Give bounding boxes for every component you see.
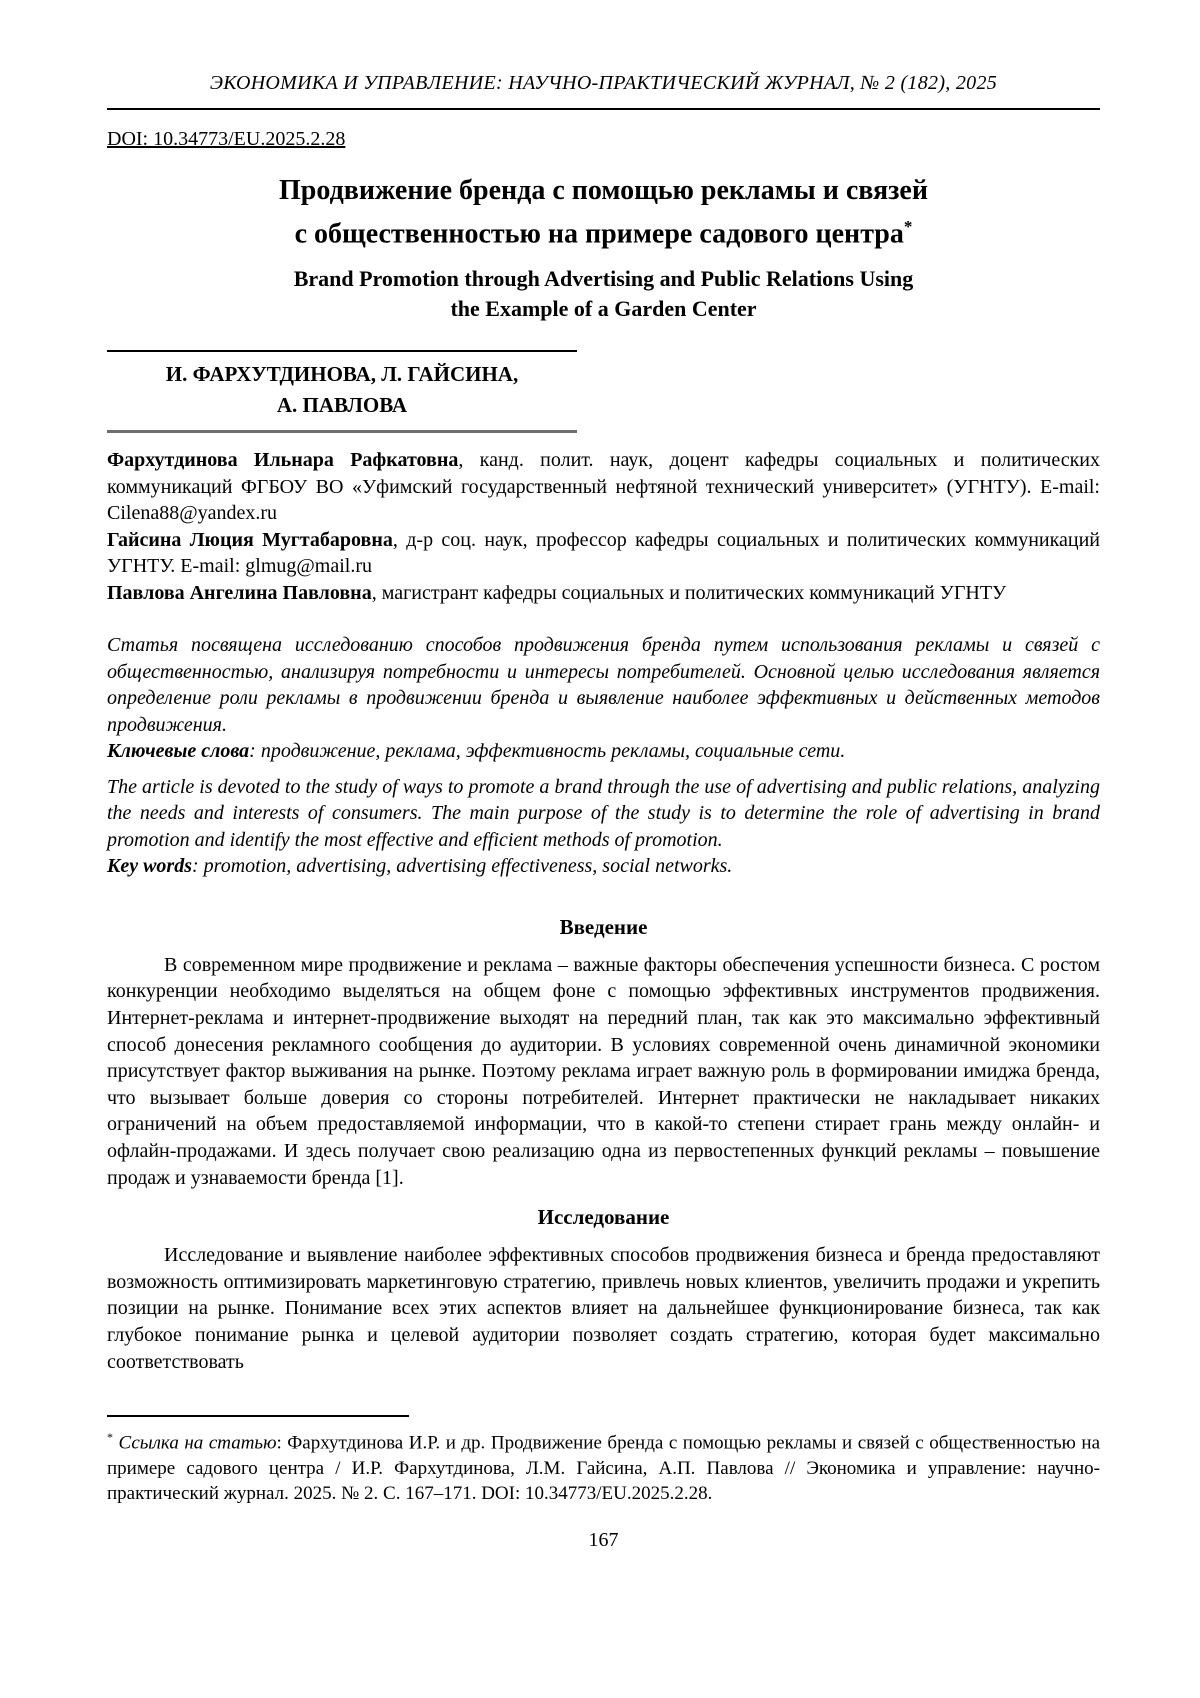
article-title-en: [107, 264, 1100, 324]
author-3-name: Павлова Ангелина Павловна: [107, 581, 372, 604]
author-detail-2: [107, 527, 1100, 580]
article-title-en-line2: the Example of a Garden Center: [450, 296, 757, 322]
author-2-name: Гайсина Люция Мугтабаровна: [107, 528, 393, 551]
author-detail-1: [107, 447, 1100, 527]
keywords-en-label: Key words: [107, 855, 192, 878]
page-number: 167: [588, 1528, 619, 1551]
author-1-info: , канд. полит. наук, доцент кафедры социальных и политических коммуникаций ФГБОУ ВО «Уфимский государственный нефтяной технический университет» (УГНТУ). E-mail: Cilena88@yandex.ru: [107, 449, 1100, 525]
section-heading-research: Исследование: [537, 1205, 670, 1230]
footnote-label: Ссылка на статью: [118, 1432, 277, 1454]
article-title-ru: [107, 173, 1100, 252]
author-1-name: Фархутдинова Ильнара Рафкатовна: [107, 449, 459, 472]
authors-line2: А. ПАВЛОВА: [276, 393, 408, 418]
introduction-paragraph: В современном мире продвижение и реклама – важные факторы обеспечения успешности бизнеса. С ростом конкуренции необходимо выделяться на общем фоне с помощью эффективных инструментов продвижения. Интернет-реклама и интернет-продвижение выходят на передний план, так как это максимально эффективный способ донесения рекламного сообщения до аудитории. В условиях современной очень динамичной экономики присутствует фактор выживания на рынке. Поэтому реклама играет важную роль в формировании имиджа бренда, что вызывает больше доверия со стороны потребителей. Интернет практически не накладывает никаких ограничений на объем предоставляемой информации, что в какой-то степени стирает грань между онлайн- и офлайн-продажами. И здесь получает свою реализацию одна из первостепенных функций рекламы – повышение продаж и узнаваемости бренда [1].: [107, 953, 1100, 1189]
authors-box: [107, 350, 577, 433]
section-heading-introduction: Введение: [559, 914, 648, 939]
doi-line: DOI: 10.34773/EU.2025.2.28: [107, 128, 346, 150]
footnote-marker: *: [107, 1430, 113, 1445]
abstract-ru: Статья посвящена исследованию способов продвижения бренда путем использования рекламы и связей с общественностью, анализируя потребности и интересы потребителей. Основной целью исследования является определение роли рекламы в продвижении бренда и выявление наиболее эффективных и действенных методов продвижения.: [107, 634, 1100, 736]
article-title-en-line1: Brand Promotion through Advertising and Public Relations Using: [293, 266, 914, 292]
article-title-ru-line1: Продвижение бренда с помощью рекламы и связей: [279, 175, 928, 206]
footnote-text: : Фархутдинова И.Р. и др. Продвижение бренда с помощью рекламы и связей с общественностью на примере садового центра / И.Р. Фархутдинова, Л.М. Гайсина, А.П. Павлова // Экономика и управление: научно-практический журнал. 2025. № 2. С. 167–171. DOI: 10.34773/EU.2025.2.28.: [107, 1432, 1101, 1505]
author-2-info: , д-р соц. наук, профессор кафедры социальных и политических коммуникаций УГНТУ. E-mail: glmug@mail.ru: [107, 528, 1101, 578]
author-3-info: , магистрант кафедры социальных и политических коммуникаций УГНТУ: [371, 581, 1007, 604]
author-details: [107, 447, 1100, 606]
abstract-en: The article is devoted to the study of ways to promote a brand through the use of advertising and public relations, analyzing the needs and interests of consumers. The main purpose of the study is to determine the role of advertising in brand promotion and identify the most effective and efficient methods of promotion.: [107, 775, 1100, 851]
journal-header: ЭКОНОМИКА И УПРАВЛЕНИЕ: НАУЧНО-ПРАКТИЧЕСКИЙ ЖУРНАЛ, № 2 (182), 2025: [107, 72, 1100, 110]
keywords-ru-label: Ключевые слова: [107, 740, 250, 763]
author-detail-3: [107, 580, 1100, 607]
keywords-en: [107, 853, 1100, 880]
research-paragraph: Исследование и выявление наиболее эффективных способов продвижения бизнеса и бренда предоставляют возможность оптимизировать маркетинговую стратегию, привлечь новых клиентов, увеличить продажи и укрепить позиции на рынке. Понимание всех этих аспектов влияет на дальнейшее функционирование бизнеса, так как глубокое понимание рынка и целевой аудитории позволяет создать стратегию, которая будет максимально соответствовать: [107, 1244, 1100, 1373]
keywords-ru-text: : продвижение, реклама, эффективность рекламы, социальные сети.: [249, 740, 846, 763]
keywords-en-text: : promotion, advertising, advertising effectiveness, social networks.: [192, 855, 733, 878]
footnote-separator-rule: [107, 1415, 409, 1417]
authors-line1: И. ФАРХУТДИНОВА, Л. ГАЙСИНА,: [165, 362, 519, 387]
article-title-ru-line2: с общественностью на примере садового центра: [294, 218, 904, 250]
title-footnote-marker: *: [903, 217, 913, 236]
keywords-ru: [107, 738, 1100, 765]
footnote-citation: [107, 1425, 1100, 1507]
